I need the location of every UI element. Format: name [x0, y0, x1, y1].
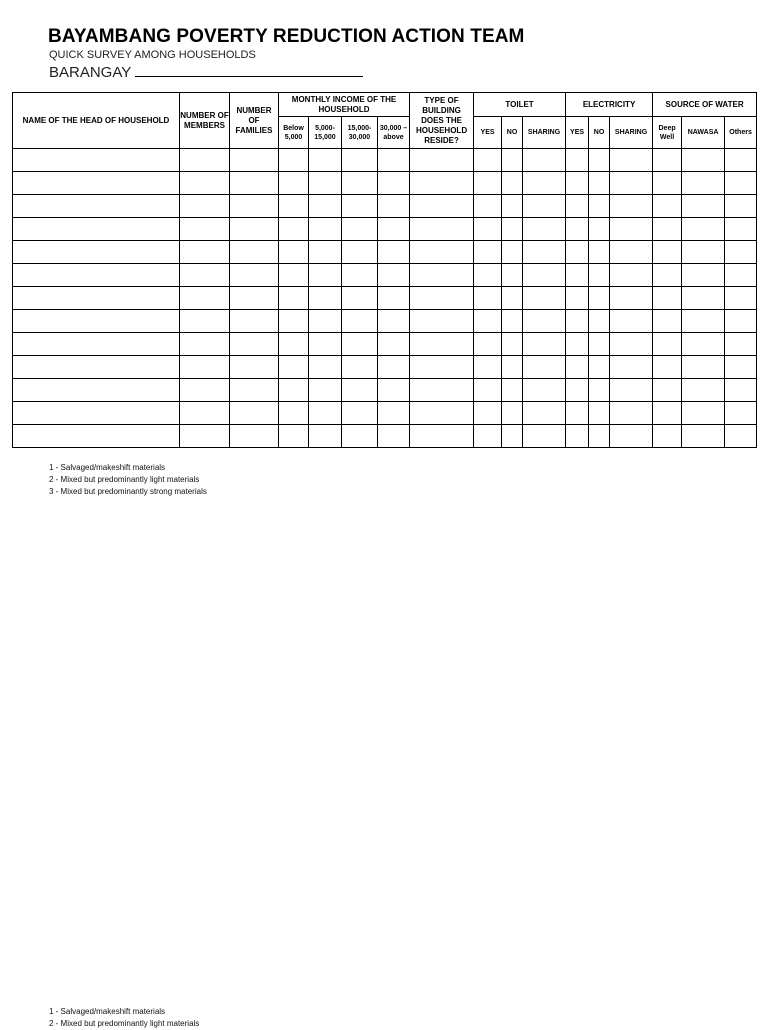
table-row — [13, 333, 757, 356]
table-cell[interactable] — [342, 218, 378, 241]
table-cell[interactable] — [589, 218, 610, 241]
table-cell[interactable] — [589, 379, 610, 402]
table-cell[interactable] — [474, 172, 502, 195]
table-cell[interactable] — [342, 356, 378, 379]
table-cell[interactable] — [230, 149, 279, 172]
table-cell[interactable] — [653, 379, 682, 402]
subheader-water-nawasa: NAWASA — [682, 117, 725, 149]
table-cell[interactable] — [342, 379, 378, 402]
table-cell[interactable] — [309, 264, 342, 287]
table-cell[interactable] — [725, 218, 757, 241]
table-cell[interactable] — [410, 310, 474, 333]
table-cell[interactable] — [474, 310, 502, 333]
table-cell[interactable] — [279, 264, 309, 287]
table-cell[interactable] — [566, 149, 589, 172]
table-cell[interactable] — [682, 287, 725, 310]
table-row — [13, 379, 757, 402]
table-cell[interactable] — [474, 379, 502, 402]
table-cell[interactable] — [230, 195, 279, 218]
subheader-income-5000-15000: 5,000-15,000 — [309, 117, 342, 149]
table-row — [13, 195, 757, 218]
table-cell[interactable] — [502, 379, 523, 402]
table-cell[interactable] — [653, 172, 682, 195]
table-cell[interactable] — [682, 333, 725, 356]
table-cell[interactable] — [725, 264, 757, 287]
table-cell[interactable] — [474, 333, 502, 356]
table-cell[interactable] — [410, 241, 474, 264]
table-cell[interactable] — [502, 333, 523, 356]
table-cell[interactable] — [566, 287, 589, 310]
table-cell[interactable] — [378, 172, 410, 195]
table-cell[interactable] — [653, 195, 682, 218]
table-cell[interactable] — [342, 310, 378, 333]
table-cell[interactable] — [610, 310, 653, 333]
table-cell[interactable] — [342, 149, 378, 172]
table-cell[interactable] — [523, 356, 566, 379]
table-cell[interactable] — [410, 287, 474, 310]
table-row — [13, 356, 757, 379]
legend-item: 2 - Mixed but predominantly light materials — [49, 475, 200, 484]
subheader-water-others: Others — [725, 117, 757, 149]
table-cell[interactable] — [566, 402, 589, 425]
table-cell[interactable] — [230, 264, 279, 287]
table-cell[interactable] — [230, 241, 279, 264]
table-cell[interactable] — [13, 195, 180, 218]
table-cell[interactable] — [502, 195, 523, 218]
table-cell[interactable] — [309, 379, 342, 402]
table-cell[interactable] — [342, 172, 378, 195]
table-cell[interactable] — [13, 310, 180, 333]
table-cell[interactable] — [725, 149, 757, 172]
table-cell[interactable] — [279, 287, 309, 310]
table-cell[interactable] — [180, 264, 230, 287]
table-cell[interactable] — [279, 310, 309, 333]
table-cell[interactable] — [309, 287, 342, 310]
legend-item: 2 - Mixed but predominantly light materials — [49, 1019, 200, 1028]
table-cell[interactable] — [378, 287, 410, 310]
table-cell[interactable] — [682, 149, 725, 172]
subheader-toilet-no: NO — [502, 117, 523, 149]
table-cell[interactable] — [378, 241, 410, 264]
table-cell[interactable] — [523, 149, 566, 172]
table-cell[interactable] — [725, 379, 757, 402]
table-cell[interactable] — [378, 333, 410, 356]
table-cell[interactable] — [682, 218, 725, 241]
building-type-legend — [49, 462, 207, 498]
table-cell[interactable] — [610, 287, 653, 310]
table-cell[interactable] — [682, 310, 725, 333]
table-cell[interactable] — [523, 241, 566, 264]
table-cell[interactable] — [502, 264, 523, 287]
table-cell[interactable] — [610, 195, 653, 218]
col-header-families: NUMBER OF FAMILIES — [230, 93, 279, 149]
table-cell[interactable] — [523, 425, 566, 448]
table-cell[interactable] — [279, 356, 309, 379]
table-cell[interactable] — [474, 402, 502, 425]
table-cell[interactable] — [378, 356, 410, 379]
table-cell[interactable] — [279, 241, 309, 264]
table-cell[interactable] — [725, 241, 757, 264]
table-cell[interactable] — [13, 333, 180, 356]
col-header-electricity: ELECTRICITY — [566, 93, 653, 117]
table-cell[interactable] — [725, 287, 757, 310]
col-header-name: NAME OF THE HEAD OF HOUSEHOLD — [13, 93, 180, 149]
table-cell[interactable] — [502, 241, 523, 264]
table-cell[interactable] — [230, 356, 279, 379]
table-cell[interactable] — [682, 379, 725, 402]
table-cell[interactable] — [566, 172, 589, 195]
table-cell[interactable] — [309, 149, 342, 172]
table-cell[interactable] — [279, 195, 309, 218]
table-cell[interactable] — [474, 218, 502, 241]
table-cell[interactable] — [725, 356, 757, 379]
table-cell[interactable] — [378, 264, 410, 287]
table-cell[interactable] — [502, 218, 523, 241]
subheader-electricity-sharing: SHARING — [610, 117, 653, 149]
table-cell[interactable] — [309, 402, 342, 425]
table-cell[interactable] — [502, 310, 523, 333]
table-cell[interactable] — [410, 333, 474, 356]
table-cell[interactable] — [653, 333, 682, 356]
building-type-legend-repeat — [49, 1006, 199, 1030]
table-cell[interactable] — [230, 379, 279, 402]
legend-item: 1 - Salvaged/makeshift materials — [49, 1007, 166, 1016]
table-row — [13, 241, 757, 264]
table-cell[interactable] — [309, 356, 342, 379]
table-cell[interactable] — [610, 379, 653, 402]
col-header-income: MONTHLY INCOME OF THE HOUSEHOLD — [279, 93, 410, 117]
table-cell[interactable] — [13, 379, 180, 402]
table-row — [13, 218, 757, 241]
table-cell[interactable] — [589, 287, 610, 310]
table-cell[interactable] — [279, 425, 309, 448]
table-cell[interactable] — [653, 241, 682, 264]
table-cell[interactable] — [653, 356, 682, 379]
subheader-toilet-sharing: SHARING — [523, 117, 566, 149]
table-cell[interactable] — [13, 356, 180, 379]
table-cell[interactable] — [410, 402, 474, 425]
table-cell[interactable] — [725, 172, 757, 195]
table-cell[interactable] — [725, 195, 757, 218]
table-cell[interactable] — [180, 172, 230, 195]
table-cell[interactable] — [180, 425, 230, 448]
col-header-members: NUMBER OF MEMBERS — [180, 93, 230, 149]
table-cell[interactable] — [610, 402, 653, 425]
table-cell[interactable] — [589, 356, 610, 379]
table-cell[interactable] — [566, 264, 589, 287]
table-cell[interactable] — [309, 218, 342, 241]
table-row — [13, 149, 757, 172]
table-cell[interactable] — [523, 195, 566, 218]
table-cell[interactable] — [653, 402, 682, 425]
table-cell[interactable] — [180, 402, 230, 425]
legend-item: 3 - Mixed but predominantly strong materials — [49, 487, 207, 496]
table-cell[interactable] — [610, 172, 653, 195]
table-cell[interactable] — [309, 425, 342, 448]
table-cell[interactable] — [230, 287, 279, 310]
table-cell[interactable] — [682, 241, 725, 264]
table-cell[interactable] — [279, 218, 309, 241]
table-cell[interactable] — [610, 149, 653, 172]
col-header-water: SOURCE OF WATER — [653, 93, 757, 117]
table-cell[interactable] — [410, 379, 474, 402]
table-cell[interactable] — [566, 333, 589, 356]
subheader-water-deep-well: Deep Well — [653, 117, 682, 149]
table-cell[interactable] — [309, 172, 342, 195]
table-cell[interactable] — [279, 333, 309, 356]
table-cell[interactable] — [180, 218, 230, 241]
table-cell[interactable] — [610, 356, 653, 379]
table-cell[interactable] — [682, 172, 725, 195]
table-cell[interactable] — [474, 287, 502, 310]
table-cell[interactable] — [502, 149, 523, 172]
table-cell[interactable] — [342, 241, 378, 264]
table-cell[interactable] — [682, 402, 725, 425]
table-cell[interactable] — [566, 195, 589, 218]
table-cell[interactable] — [474, 149, 502, 172]
table-cell[interactable] — [230, 425, 279, 448]
table-cell[interactable] — [502, 356, 523, 379]
table-cell[interactable] — [523, 402, 566, 425]
table-cell[interactable] — [279, 172, 309, 195]
table-cell[interactable] — [230, 333, 279, 356]
table-cell[interactable] — [13, 218, 180, 241]
table-cell[interactable] — [589, 425, 610, 448]
table-cell[interactable] — [378, 218, 410, 241]
table-row — [13, 310, 757, 333]
table-cell[interactable] — [474, 195, 502, 218]
barangay-blank-line[interactable] — [135, 62, 363, 77]
table-row — [13, 172, 757, 195]
table-cell[interactable] — [523, 333, 566, 356]
table-row — [13, 402, 757, 425]
col-header-toilet: TOILET — [474, 93, 566, 117]
table-cell[interactable] — [230, 402, 279, 425]
table-cell[interactable] — [378, 195, 410, 218]
table-cell[interactable] — [523, 172, 566, 195]
table-cell[interactable] — [180, 149, 230, 172]
table-cell[interactable] — [566, 310, 589, 333]
table-cell[interactable] — [378, 310, 410, 333]
table-cell[interactable] — [523, 264, 566, 287]
table-cell[interactable] — [589, 195, 610, 218]
table-cell[interactable] — [342, 287, 378, 310]
table-cell[interactable] — [342, 333, 378, 356]
legend-item: 1 - Salvaged/makeshift materials — [49, 463, 166, 472]
table-cell[interactable] — [180, 310, 230, 333]
table-cell[interactable] — [682, 195, 725, 218]
table-cell[interactable] — [589, 402, 610, 425]
table-cell[interactable] — [566, 241, 589, 264]
table-cell[interactable] — [279, 402, 309, 425]
table-cell[interactable] — [610, 333, 653, 356]
table-cell[interactable] — [589, 172, 610, 195]
table-cell[interactable] — [230, 218, 279, 241]
table-cell[interactable] — [523, 287, 566, 310]
table-cell[interactable] — [342, 425, 378, 448]
table-cell[interactable] — [502, 172, 523, 195]
table-cell[interactable] — [566, 218, 589, 241]
subheader-toilet-yes: YES — [474, 117, 502, 149]
table-cell[interactable] — [653, 425, 682, 448]
table-cell[interactable] — [610, 218, 653, 241]
page-title: BAYAMBANG POVERTY REDUCTION ACTION TEAM — [48, 26, 525, 47]
table-cell[interactable] — [180, 333, 230, 356]
subheader-electricity-yes: YES — [566, 117, 589, 149]
table-row — [13, 287, 757, 310]
table-row — [13, 425, 757, 448]
table-cell[interactable] — [682, 425, 725, 448]
subheader-income-15000-30000: 15,000-30,000 — [342, 117, 378, 149]
table-cell[interactable] — [13, 264, 180, 287]
table-cell[interactable] — [378, 379, 410, 402]
table-cell[interactable] — [13, 241, 180, 264]
col-header-building: TYPE OF BUILDING DOES THE HOUSEHOLD RESIDE? — [410, 93, 474, 149]
table-cell[interactable] — [589, 310, 610, 333]
table-cell[interactable] — [474, 264, 502, 287]
survey-table-body — [13, 149, 757, 448]
table-cell[interactable] — [610, 241, 653, 264]
table-cell[interactable] — [725, 333, 757, 356]
table-cell[interactable] — [725, 425, 757, 448]
table-cell[interactable] — [589, 241, 610, 264]
table-cell[interactable] — [180, 287, 230, 310]
barangay-label: BARANGAY — [49, 64, 132, 81]
table-cell[interactable] — [653, 310, 682, 333]
table-cell[interactable] — [410, 356, 474, 379]
table-cell[interactable] — [309, 310, 342, 333]
subheader-income-30000-above: 30,000 – above — [378, 117, 410, 149]
table-cell[interactable] — [410, 149, 474, 172]
subheader-electricity-no: NO — [589, 117, 610, 149]
table-cell[interactable] — [309, 241, 342, 264]
page-subtitle: QUICK SURVEY AMONG HOUSEHOLDS — [49, 49, 256, 61]
table-cell[interactable] — [13, 172, 180, 195]
table-cell[interactable] — [474, 425, 502, 448]
table-cell[interactable] — [279, 149, 309, 172]
table-cell[interactable] — [342, 195, 378, 218]
table-cell[interactable] — [180, 241, 230, 264]
table-cell[interactable] — [180, 356, 230, 379]
table-cell[interactable] — [502, 425, 523, 448]
table-cell[interactable] — [502, 287, 523, 310]
table-cell[interactable] — [230, 310, 279, 333]
table-cell[interactable] — [180, 379, 230, 402]
table-cell[interactable] — [378, 402, 410, 425]
table-cell[interactable] — [410, 425, 474, 448]
table-cell[interactable] — [378, 425, 410, 448]
table-cell[interactable] — [682, 356, 725, 379]
table-cell[interactable] — [502, 402, 523, 425]
table-cell[interactable] — [682, 264, 725, 287]
table-cell[interactable] — [653, 218, 682, 241]
table-cell[interactable] — [589, 149, 610, 172]
table-cell[interactable] — [342, 264, 378, 287]
table-cell[interactable] — [474, 241, 502, 264]
table-row — [13, 264, 757, 287]
table-cell[interactable] — [309, 333, 342, 356]
table-cell[interactable] — [410, 264, 474, 287]
table-cell[interactable] — [523, 379, 566, 402]
household-survey-table — [12, 92, 757, 448]
table-cell[interactable] — [653, 264, 682, 287]
table-cell[interactable] — [180, 195, 230, 218]
table-cell[interactable] — [342, 402, 378, 425]
table-cell[interactable] — [13, 287, 180, 310]
subheader-income-below-5000: Below 5,000 — [279, 117, 309, 149]
table-cell[interactable] — [474, 356, 502, 379]
table-cell[interactable] — [725, 310, 757, 333]
barangay-field — [49, 62, 363, 81]
table-cell[interactable] — [13, 402, 180, 425]
table-cell[interactable] — [589, 264, 610, 287]
table-cell[interactable] — [566, 425, 589, 448]
table-cell[interactable] — [566, 379, 589, 402]
table-cell[interactable] — [566, 356, 589, 379]
table-cell[interactable] — [523, 310, 566, 333]
table-cell[interactable] — [378, 149, 410, 172]
table-cell[interactable] — [610, 264, 653, 287]
table-cell[interactable] — [523, 218, 566, 241]
table-cell[interactable] — [410, 172, 474, 195]
table-cell[interactable] — [610, 425, 653, 448]
table-cell[interactable] — [725, 402, 757, 425]
table-cell[interactable] — [653, 149, 682, 172]
table-cell[interactable] — [13, 425, 180, 448]
table-cell[interactable] — [589, 333, 610, 356]
table-cell[interactable] — [309, 195, 342, 218]
table-cell[interactable] — [230, 172, 279, 195]
table-cell[interactable] — [279, 379, 309, 402]
table-cell[interactable] — [410, 195, 474, 218]
table-cell[interactable] — [410, 218, 474, 241]
table-cell[interactable] — [13, 149, 180, 172]
table-cell[interactable] — [653, 287, 682, 310]
